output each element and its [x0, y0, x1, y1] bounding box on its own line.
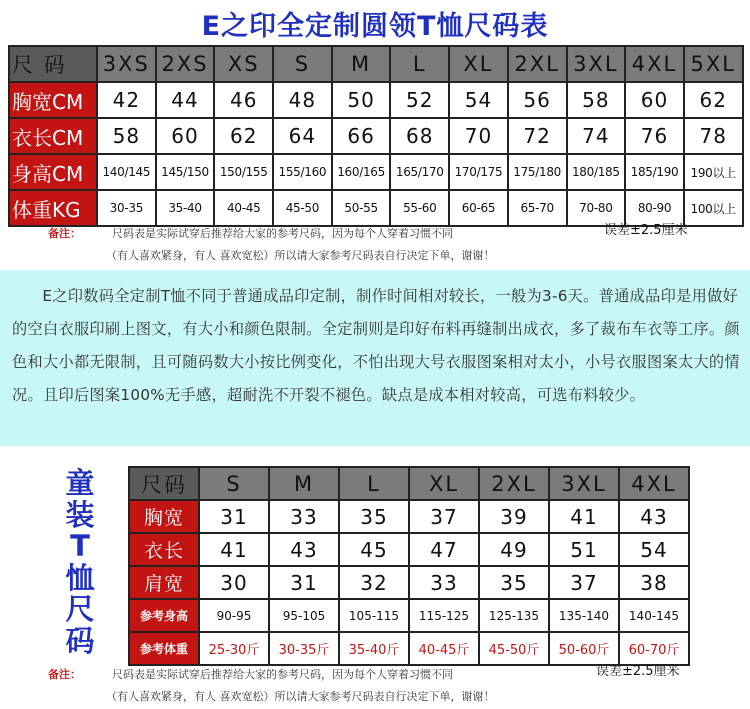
table-cell: 48	[273, 82, 332, 118]
table-cell: 54	[619, 533, 689, 566]
table-cell: 31	[199, 500, 269, 533]
table-cell: 145/150	[156, 154, 215, 190]
table-cell: 170/175	[449, 154, 508, 190]
page-title: E之印全定制圆领T恤尺码表	[201, 11, 549, 42]
tolerance-text: 误差±2.5厘米	[604, 223, 688, 238]
table-cell: 37	[549, 566, 619, 599]
table-cell: 31	[269, 566, 339, 599]
table-cell: 105-115	[339, 599, 409, 632]
kids-size-header: M	[269, 467, 339, 500]
table-cell: 25-30斤	[199, 632, 269, 665]
row-label-ref-weight: 参考体重	[129, 632, 199, 665]
table-cell: 64	[273, 118, 332, 154]
table-cell: 35-40	[156, 190, 215, 226]
kids-title: 童 装 T 恤 尺 码	[65, 466, 95, 658]
row-label-chest: 胸宽	[129, 500, 199, 533]
table-cell: 58	[97, 118, 156, 154]
table-cell: 56	[508, 82, 567, 118]
table-cell: 55-60	[390, 190, 449, 226]
table-cell: 66	[332, 118, 391, 154]
table-cell: 50	[332, 82, 391, 118]
table-cell: 44	[156, 82, 215, 118]
table-cell: 60	[625, 82, 684, 118]
table-cell: 32	[339, 566, 409, 599]
table-cell: 43	[269, 533, 339, 566]
kids-size-header: 4XL	[619, 467, 689, 500]
table-cell: 100以上	[684, 190, 743, 226]
table-cell: 115-125	[409, 599, 479, 632]
adult-size-header: S	[273, 46, 332, 82]
row-label-shoulder: 肩宽	[129, 566, 199, 599]
table-cell: 60-65	[449, 190, 508, 226]
table-cell: 65-70	[508, 190, 567, 226]
adult-size-header: M	[332, 46, 391, 82]
row-label-height: 身高CM	[9, 154, 97, 190]
table-cell: 190以上	[684, 154, 743, 190]
note-label: 备注：	[48, 668, 81, 681]
table-cell: 50-55	[332, 190, 391, 226]
table-cell: 68	[390, 118, 449, 154]
table-cell: 185/190	[625, 154, 684, 190]
table-cell: 41	[549, 500, 619, 533]
table-row	[9, 118, 743, 154]
table-cell: 30-35斤	[269, 632, 339, 665]
table-cell: 155/160	[273, 154, 332, 190]
adult-size-header: 4XL	[625, 46, 684, 82]
table-row	[9, 82, 743, 118]
table-cell: 49	[479, 533, 549, 566]
table-row	[129, 500, 689, 533]
adult-size-header: XL	[449, 46, 508, 82]
table-cell: 70-80	[567, 190, 626, 226]
table-row	[9, 154, 743, 190]
table-cell: 51	[549, 533, 619, 566]
table-cell: 40-45	[214, 190, 273, 226]
table-cell: 35-40斤	[339, 632, 409, 665]
table-cell: 160/165	[332, 154, 391, 190]
table-cell: 135-140	[549, 599, 619, 632]
table-cell: 35	[479, 566, 549, 599]
note-line-2: （有人喜欢紧身，有人 喜欢宽松）所以请大家参考尺码表自行决定下单，谢谢！	[106, 690, 495, 703]
note-line-1: 尺码表是实际试穿后推荐给大家的参考尺码，因为每个人穿着习惯不同	[112, 668, 453, 681]
row-label-length: 衣长CM	[9, 118, 97, 154]
row-label-length: 衣长	[129, 533, 199, 566]
table-cell: 78	[684, 118, 743, 154]
adult-header-row	[9, 46, 743, 82]
adult-size-header: L	[390, 46, 449, 82]
table-cell: 60-70斤	[619, 632, 689, 665]
description-text: E之印数码全定制T恤不同于普通成品印定制，制作时间相对较长，一般为3-6天。普通成品印是用做好的空白衣服印刷上图文，有大小和颜色限制。全定制则是印好布料再缝制出成衣，多了裁布车衣等工序。颜色和大小都无限制，且可随码数大小按比例变化，不怕出现大号衣服图案相对太小，小号衣服图案太大的情况。且印后图案100%无手感，超耐洗不开裂不褪色。缺点是成本相对较高，可选布料较少。	[12, 287, 740, 404]
row-label-weight: 体重KG	[9, 190, 97, 226]
tolerance-text: 误差±2.5厘米	[596, 664, 680, 679]
table-cell: 38	[619, 566, 689, 599]
adult-header-label: 尺 码	[9, 46, 97, 82]
table-cell: 54	[449, 82, 508, 118]
kids-header-row	[129, 467, 689, 500]
table-cell: 42	[97, 82, 156, 118]
note-line-1: 尺码表是实际试穿后推荐给大家的参考尺码，因为每个人穿着习惯不同	[112, 227, 453, 240]
note-label: 备注：	[48, 227, 81, 240]
note-line-2: （有人喜欢紧身，有人 喜欢宽松）所以请大家参考尺码表自行决定下单，谢谢！	[106, 249, 495, 262]
row-label-chest: 胸宽CM	[9, 82, 97, 118]
table-cell: 80-90	[625, 190, 684, 226]
kids-size-table	[128, 466, 690, 666]
table-cell: 76	[625, 118, 684, 154]
adult-size-header: 3XS	[97, 46, 156, 82]
table-cell: 52	[390, 82, 449, 118]
table-cell: 43	[619, 500, 689, 533]
table-row	[129, 599, 689, 632]
table-row	[129, 533, 689, 566]
table-cell: 45-50	[273, 190, 332, 226]
row-label-ref-height: 参考身高	[129, 599, 199, 632]
table-cell: 40-45斤	[409, 632, 479, 665]
table-cell: 72	[508, 118, 567, 154]
table-cell: 35	[339, 500, 409, 533]
table-row	[129, 566, 689, 599]
table-cell: 90-95	[199, 599, 269, 632]
kids-size-header: L	[339, 467, 409, 500]
adult-size-header: XS	[214, 46, 273, 82]
table-cell: 165/170	[390, 154, 449, 190]
adult-size-table	[8, 45, 744, 227]
table-cell: 30-35	[97, 190, 156, 226]
table-cell: 175/180	[508, 154, 567, 190]
table-cell: 33	[269, 500, 339, 533]
kids-size-header: XL	[409, 467, 479, 500]
kids-size-header: 2XL	[479, 467, 549, 500]
adult-size-header: 2XL	[508, 46, 567, 82]
table-cell: 125-135	[479, 599, 549, 632]
table-cell: 140/145	[97, 154, 156, 190]
kids-size-header: 3XL	[549, 467, 619, 500]
table-cell: 33	[409, 566, 479, 599]
table-cell: 150/155	[214, 154, 273, 190]
table-cell: 62	[214, 118, 273, 154]
table-cell: 180/185	[567, 154, 626, 190]
adult-size-header: 5XL	[684, 46, 743, 82]
table-cell: 70	[449, 118, 508, 154]
adult-size-header: 3XL	[567, 46, 626, 82]
table-cell: 45	[339, 533, 409, 566]
table-cell: 74	[567, 118, 626, 154]
table-cell: 46	[214, 82, 273, 118]
table-cell: 41	[199, 533, 269, 566]
table-cell: 45-50斤	[479, 632, 549, 665]
table-cell: 140-145	[619, 599, 689, 632]
table-cell: 58	[567, 82, 626, 118]
kids-size-header: S	[199, 467, 269, 500]
table-cell: 95-105	[269, 599, 339, 632]
adult-size-header: 2XS	[156, 46, 215, 82]
table-cell: 30	[199, 566, 269, 599]
table-cell: 47	[409, 533, 479, 566]
table-cell: 37	[409, 500, 479, 533]
table-cell: 60	[156, 118, 215, 154]
table-cell: 39	[479, 500, 549, 533]
table-cell: 50-60斤	[549, 632, 619, 665]
table-cell: 62	[684, 82, 743, 118]
kids-header-label: 尺码	[129, 467, 199, 500]
